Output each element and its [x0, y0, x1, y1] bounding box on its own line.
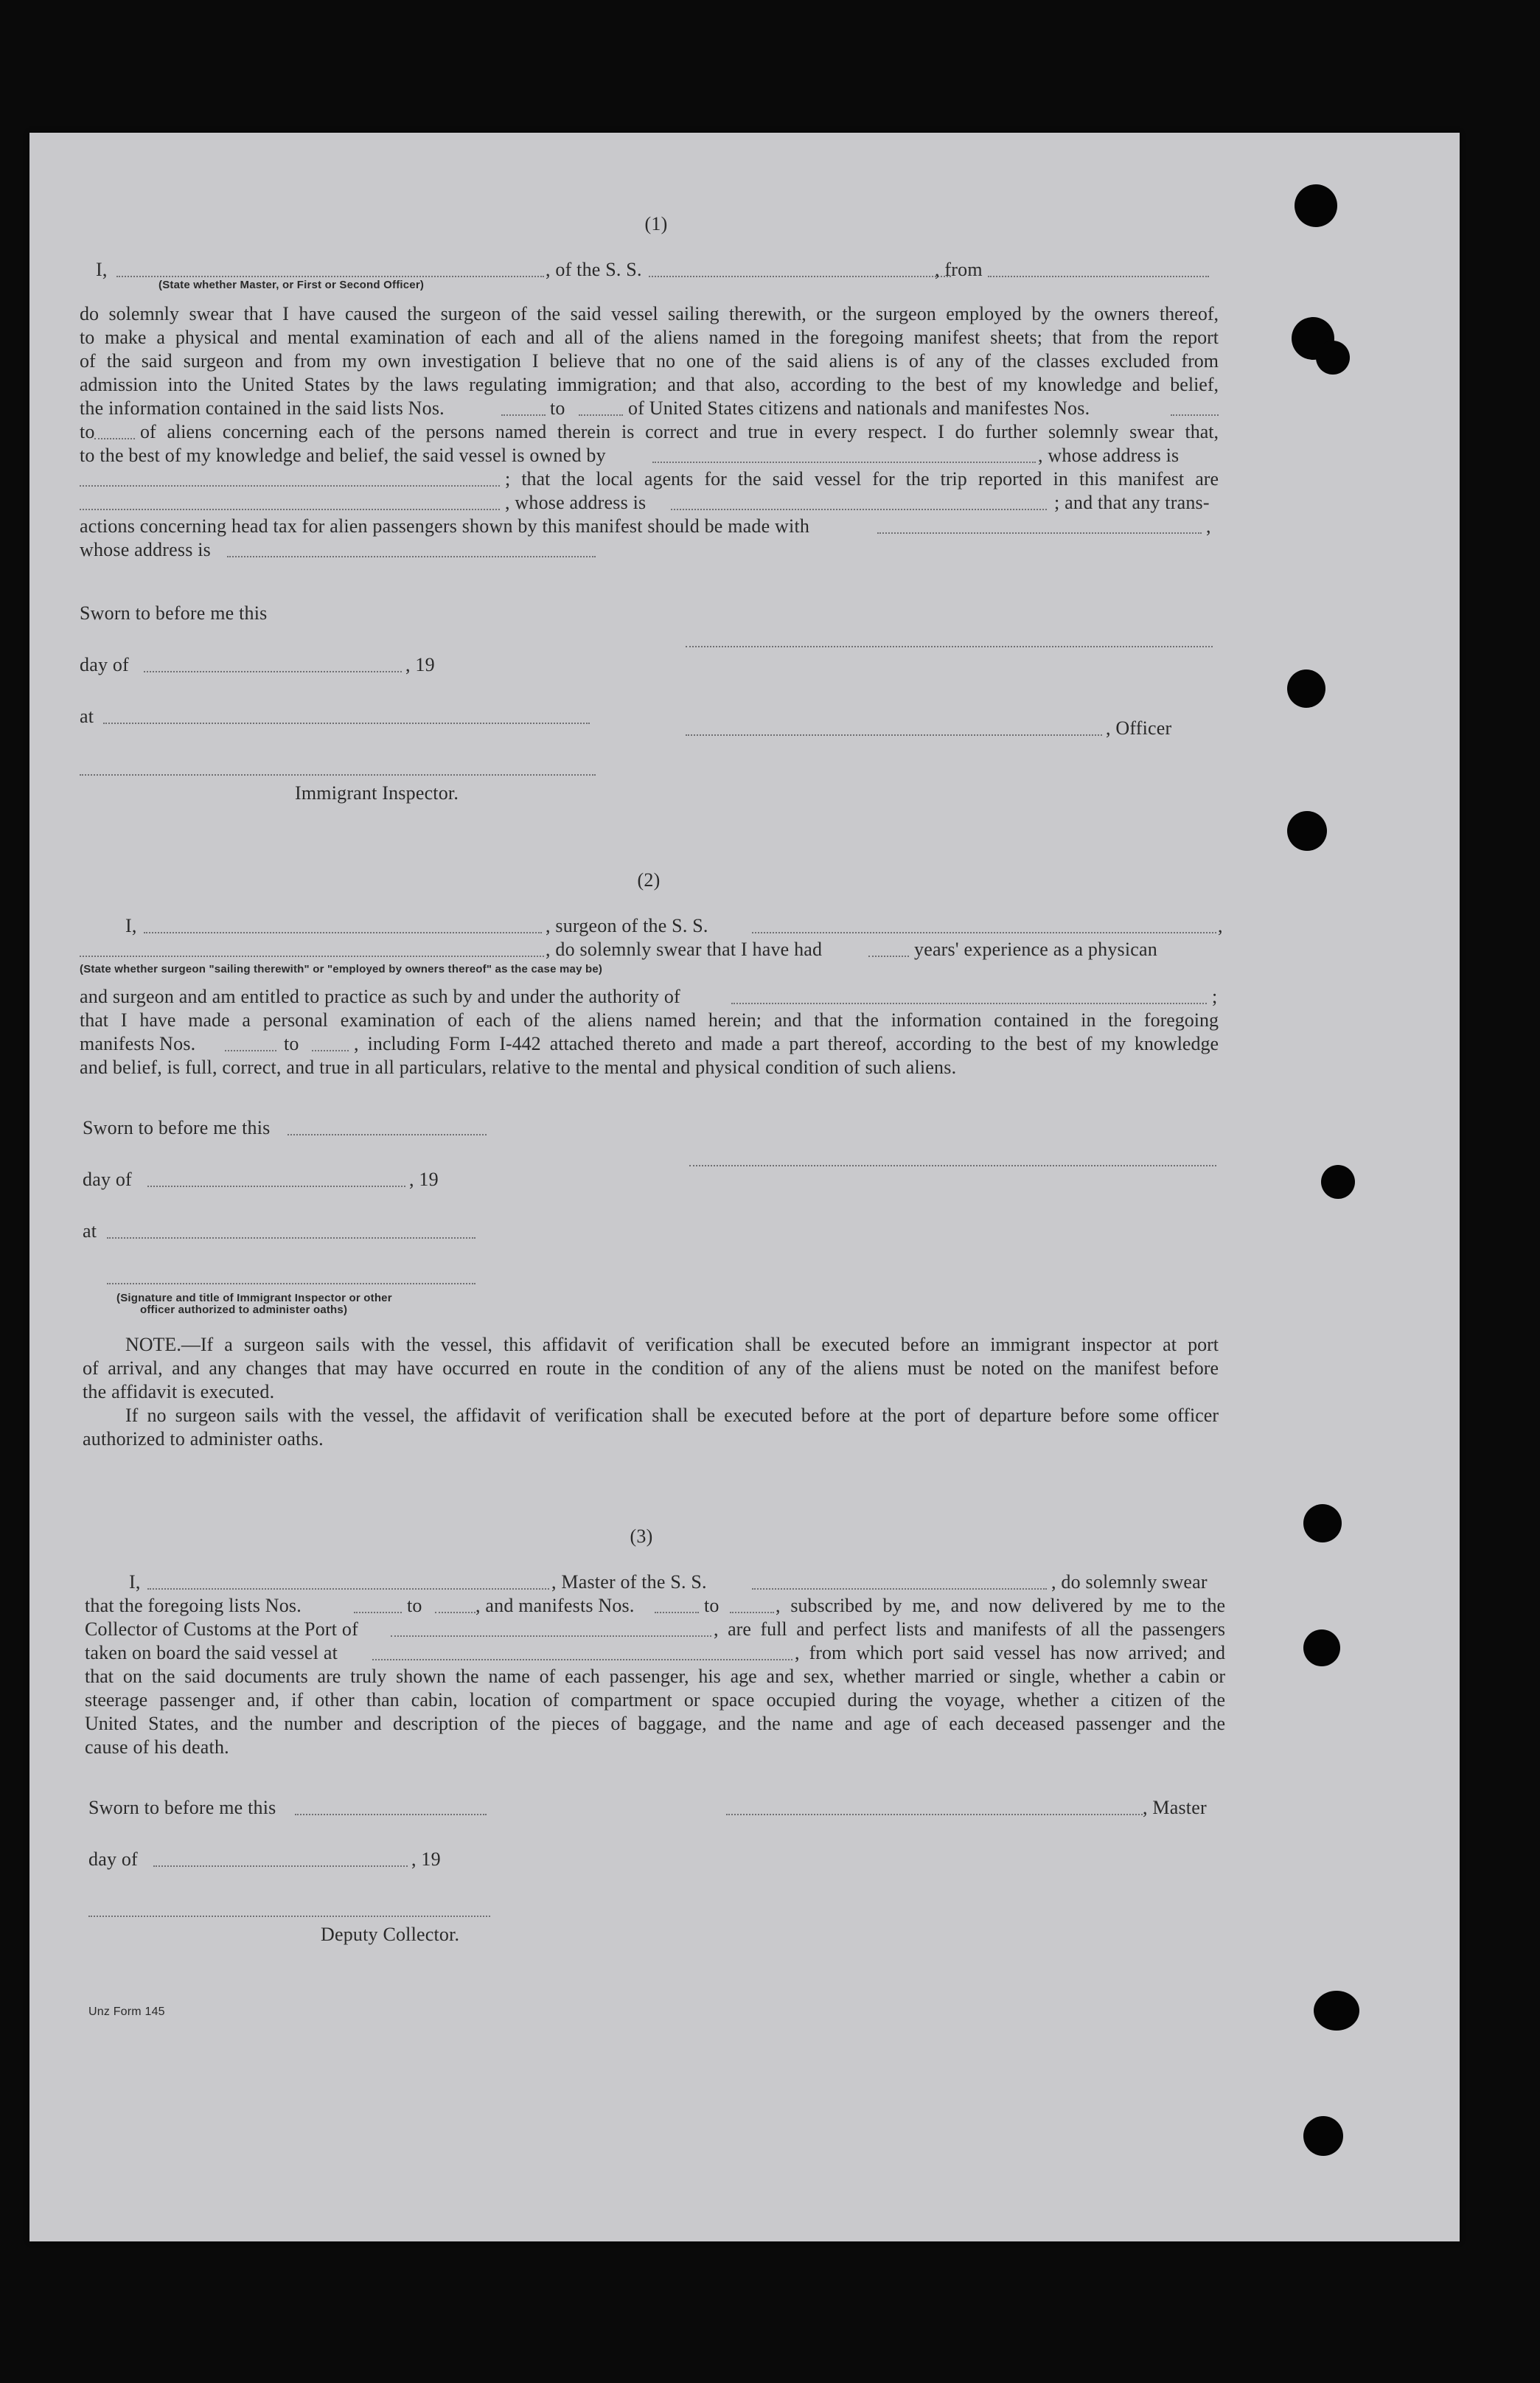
s1-i: I,	[96, 259, 108, 280]
s1-at-field[interactable]	[103, 723, 590, 724]
binder-hole	[1303, 1629, 1340, 1666]
s3-line-2-end: , subscribed by me, and now delivered by me to the	[776, 1595, 1225, 1616]
s1-to: to	[80, 421, 95, 442]
s2-day-field[interactable]	[147, 1186, 405, 1187]
s1-immigrant-inspector: Immigrant Inspector.	[295, 782, 459, 804]
form-number: Unz Form 145	[88, 2005, 165, 2018]
s3-port-label: Collector of Customs at the Port of	[85, 1618, 358, 1640]
s1-of-ss: , of the S. S.	[546, 259, 642, 280]
s3-master-sign-field[interactable]	[726, 1814, 1143, 1815]
binder-hole	[1321, 1165, 1355, 1199]
s1-line-2: to make a physical and mental examination of each and all of the aliens named in the foregoing manifest sheets; that from the report	[80, 327, 1219, 348]
s3-day-of: day of	[88, 1848, 138, 1870]
note-line-5: authorized to administer oaths.	[83, 1428, 324, 1450]
s1-agents-address-label: , whose address is	[505, 492, 647, 513]
s1-comma: ,	[1206, 515, 1211, 537]
s2-to: to	[284, 1033, 299, 1054]
s1-line-7: of aliens concerning each of the persons named therein is correct and true in every respect. I do further solemnly swear that,	[140, 421, 1219, 442]
section-2-heading: (2)	[637, 869, 661, 891]
s2-authority-label: and surgeon and am entitled to practice as such by and under the authority of	[80, 986, 680, 1007]
s1-manifests-to-field[interactable]	[94, 438, 135, 439]
s2-comma: ,	[1218, 915, 1223, 936]
s2-surgeon-note: (State whether surgeon "sailing therewith" or "employed by owners thereof" as the case may be)	[80, 963, 603, 975]
s1-agents-field[interactable]	[80, 509, 500, 510]
s3-vessel-field[interactable]	[752, 1588, 1047, 1590]
s2-manifests-from-field[interactable]	[225, 1050, 276, 1051]
s2-surgeon-of-ss: , surgeon of the S. S.	[546, 915, 708, 936]
s2-manifests-nos: manifests Nos.	[80, 1033, 196, 1054]
s2-line-5: , including Form I-442 attached thereto and made a part thereof, according to the best of my knowledge	[354, 1033, 1219, 1054]
note-line-1: NOTE.—If a surgeon sails with the vessel, this affidavit of verification shall be executed before an immigrant inspector at port	[125, 1334, 1219, 1355]
s3-to-2: to	[704, 1595, 720, 1616]
s1-vessel-field[interactable]	[649, 276, 951, 277]
binder-hole	[1314, 1991, 1359, 2031]
s2-i: I,	[125, 915, 137, 936]
s1-from: , from	[935, 259, 983, 280]
manifest-affidavit-page	[29, 133, 1460, 2241]
binder-hole	[1295, 184, 1337, 227]
s1-day-of: day of	[80, 654, 129, 675]
s1-line-9: ; that the local agents for the said vessel for the trip reported in this manifest are	[505, 468, 1219, 490]
note-line-4: If no surgeon sails with the vessel, the affidavit of verification shall be executed before at the port of departure before some officer	[125, 1405, 1219, 1426]
s3-master-name-field[interactable]	[147, 1588, 549, 1590]
s1-signature-line[interactable]	[686, 646, 1213, 647]
s1-owner-address-label: , whose address is	[1038, 445, 1180, 466]
s1-officer-name-field[interactable]	[116, 276, 544, 277]
s1-lists-to-field[interactable]	[579, 414, 623, 416]
s3-line-5: that on the said documents are truly shown the name of each passenger, his age and sex, whether married or single, whether a cabin or	[85, 1666, 1225, 1687]
s2-vessel-field[interactable]	[752, 932, 1216, 933]
s1-owner-field[interactable]	[652, 462, 1036, 463]
s2-sworn: Sworn to before me this	[83, 1117, 271, 1138]
s3-sworn: Sworn to before me this	[88, 1797, 276, 1818]
s3-manifests-to-field[interactable]	[730, 1612, 774, 1613]
s1-inspector-line[interactable]	[80, 774, 596, 776]
s1-officer-sign-field[interactable]	[686, 734, 1102, 736]
binder-hole	[1316, 341, 1350, 375]
s2-years-experience: years' experience as a physican	[914, 939, 1157, 960]
s3-departure-port-field[interactable]	[372, 1659, 792, 1660]
binder-hole	[1303, 1504, 1342, 1542]
s1-at: at	[80, 706, 94, 727]
s3-line-8: cause of his death.	[85, 1736, 229, 1758]
s2-surgeon-status-field[interactable]	[80, 956, 544, 957]
s3-manifests-nos: , and manifests Nos.	[475, 1595, 635, 1616]
s3-line-4-end: , from which port said vessel has now arrived; and	[795, 1642, 1225, 1663]
s1-owner-address-field[interactable]	[80, 485, 500, 487]
s3-taken-at: taken on board the said vessel at	[85, 1642, 338, 1663]
s2-day-of: day of	[83, 1169, 132, 1190]
s1-head-tax-label: actions concerning head tax for alien passengers shown by this manifest should be made with	[80, 515, 810, 537]
s2-signature-line[interactable]	[689, 1165, 1216, 1166]
s2-surgeon-name-field[interactable]	[144, 932, 542, 933]
s3-i: I,	[129, 1571, 141, 1593]
s2-year: , 19	[409, 1169, 439, 1190]
s1-owned-by: to the best of my knowledge and belief, the said vessel is owned by	[80, 445, 606, 466]
s3-line-3-end: , are full and perfect lists and manifests of all the passengers	[714, 1618, 1225, 1640]
s1-port-from-field[interactable]	[988, 276, 1209, 277]
s1-lists-from-field[interactable]	[501, 414, 546, 416]
s1-head-tax-address-field[interactable]	[227, 556, 596, 557]
s2-line-6: and belief, is full, correct, and true in all particulars, relative to the mental and physical condition of such aliens.	[80, 1057, 957, 1078]
binder-hole	[1303, 2116, 1343, 2156]
s1-line-4: admission into the United States by the laws regulating immigration; and that also, according to the best of my knowledge and belief,	[80, 374, 1219, 395]
s2-semicolon: ;	[1212, 986, 1218, 1007]
s3-line-6: steerage passenger and, if other than cabin, location of compartment or space occupied during the voyage, whether a citizen of the	[85, 1689, 1225, 1711]
s2-sig-note-1: (Signature and title of Immigrant Inspector or other	[116, 1292, 392, 1304]
note-line-2: of arrival, and any changes that may have occurred en route in the condition of any of the aliens must be noted on the manifest before	[83, 1357, 1219, 1379]
s2-at: at	[83, 1220, 97, 1242]
s3-lists-nos: that the foregoing lists Nos.	[85, 1595, 302, 1616]
s2-solemnly-swear: , do solemnly swear that I have had	[546, 939, 823, 960]
s3-deputy-collector: Deputy Collector.	[321, 1924, 460, 1945]
s1-manifests-from-field[interactable]	[1171, 414, 1219, 416]
s1-officer: , Officer	[1106, 717, 1172, 739]
s3-sworn-field[interactable]	[295, 1814, 487, 1815]
s3-day-field[interactable]	[153, 1865, 408, 1867]
s3-port-field[interactable]	[391, 1635, 711, 1637]
section-1-heading: (1)	[644, 213, 668, 234]
s3-master: , Master	[1143, 1797, 1207, 1818]
s3-year: , 19	[411, 1848, 441, 1870]
s1-line-1: do solemnly swear that I have caused the surgeon of the said vessel sailing therewith, or the surgeon employed by the owners thereof,	[80, 303, 1219, 324]
s2-years-field[interactable]	[868, 956, 909, 957]
binder-hole	[1287, 669, 1325, 708]
s1-lists-to: to	[550, 397, 565, 419]
s2-line-4: that I have made a personal examination of each of the aliens named herein; and that the information contained in the foregoing	[80, 1009, 1219, 1031]
note-line-3: the affidavit is executed.	[83, 1381, 275, 1402]
s2-authority-field[interactable]	[731, 1003, 1207, 1004]
s1-any-trans: ; and that any trans-	[1054, 492, 1210, 513]
s1-line-3: of the said surgeon and from my own investigation I believe that no one of the said aliens is of any of the classes excluded from	[80, 350, 1219, 372]
s3-manifests-from-field[interactable]	[655, 1612, 699, 1613]
s3-master-of-ss: , Master of the S. S.	[551, 1571, 707, 1593]
s3-collector-line[interactable]	[88, 1916, 490, 1917]
s1-day-field[interactable]	[144, 671, 402, 672]
s1-manifests-label: of United States citizens and nationals and manifestes Nos.	[628, 397, 1090, 419]
s2-manifests-to-field[interactable]	[312, 1050, 349, 1051]
s3-solemnly-swear: , do solemnly swear	[1051, 1571, 1208, 1593]
s1-whose-address: whose address is	[80, 539, 211, 560]
s2-inspector-line[interactable]	[107, 1283, 475, 1284]
s3-lists-from-field[interactable]	[354, 1612, 402, 1613]
s3-to-1: to	[407, 1595, 422, 1616]
s1-lists-nos-label: the information contained in the said lists Nos.	[80, 397, 445, 419]
s1-officer-note: (State whether Master, or First or Second Officer)	[158, 279, 425, 291]
s3-line-7: United States, and the number and description of the pieces of baggage, and the name and age of each deceased passenger and the	[85, 1713, 1225, 1734]
s2-sworn-field[interactable]	[288, 1134, 487, 1135]
s1-sworn: Sworn to before me this	[80, 602, 268, 624]
binder-hole	[1287, 811, 1327, 851]
s2-sig-note-2: officer authorized to administer oaths)	[140, 1304, 348, 1316]
s1-year: , 19	[405, 654, 435, 675]
s3-lists-to-field[interactable]	[435, 1612, 475, 1613]
s1-head-tax-field[interactable]	[877, 532, 1202, 534]
s2-at-field[interactable]	[107, 1237, 475, 1239]
section-3-heading: (3)	[630, 1526, 653, 1547]
s1-agents-address-field[interactable]	[671, 509, 1047, 510]
